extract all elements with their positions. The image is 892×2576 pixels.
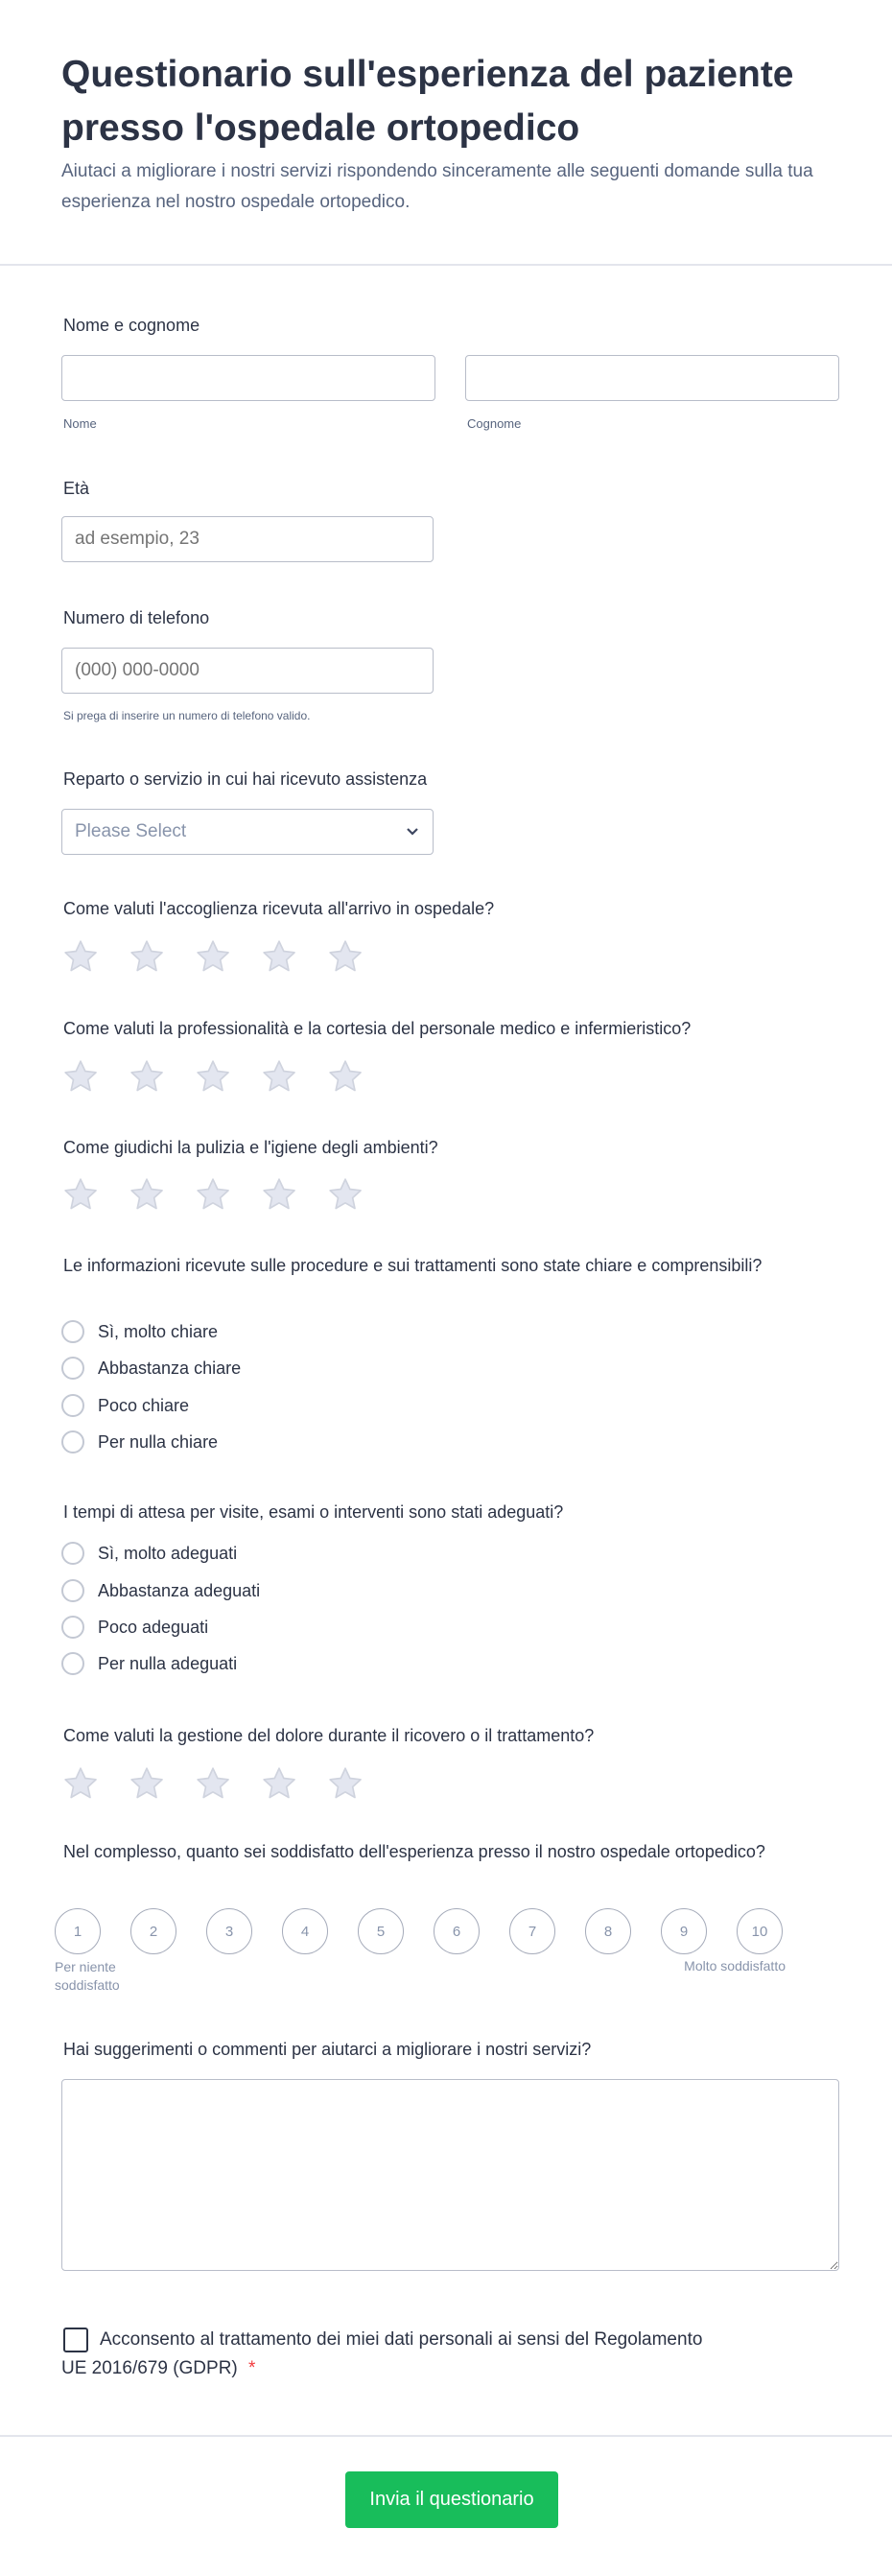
scale-option[interactable]: 4 [282,1908,328,1954]
star-icon[interactable] [260,1175,298,1214]
option-label: Poco chiare [98,1395,190,1415]
star-icon[interactable] [61,937,100,976]
scale-option[interactable]: 10 [737,1908,783,1954]
star-icon[interactable] [260,1057,298,1096]
footer-divider [0,2435,892,2437]
info-option[interactable] [61,1430,218,1453]
staff-rating[interactable] [61,1057,364,1096]
consent-text: Acconsento al trattamento dei miei dati personali ai sensi del Regolamento UE 2016/679 (GDPR) [61,2329,703,2378]
star-icon[interactable] [128,1057,166,1096]
last-name-input[interactable] [465,355,839,401]
scale-max-label: Molto soddisfatto [684,1958,786,1973]
scale-option[interactable]: 5 [358,1908,404,1954]
department-label: Reparto o servizio in cui hai ricevuto assistenza [63,769,428,789]
star-icon[interactable] [128,1175,166,1214]
star-icon[interactable] [326,1175,364,1214]
phone-input[interactable] [61,648,434,694]
first-name-sublabel: Nome [63,416,97,431]
required-mark: * [248,2358,256,2378]
scale-option[interactable]: 8 [585,1908,631,1954]
age-input[interactable] [61,516,434,562]
star-icon[interactable] [260,1764,298,1803]
option-label: Sì, molto chiare [98,1321,219,1341]
info-option[interactable] [61,1320,218,1343]
wait-option[interactable] [61,1542,237,1565]
option-label: Sì, molto adeguati [98,1543,238,1563]
overall-scale [55,1908,783,1954]
consent-label [61,2326,733,2383]
pain-question: Come valuti la gestione del dolore durante il ricovero o il trattamento? [63,1726,595,1745]
star-icon[interactable] [194,1764,232,1803]
star-icon[interactable] [128,1764,166,1803]
info-option[interactable] [61,1394,189,1417]
star-icon[interactable] [260,937,298,976]
radio-circle[interactable] [61,1430,84,1453]
radio-circle[interactable] [61,1542,84,1565]
star-icon[interactable] [194,937,232,976]
option-label: Poco adeguati [98,1617,209,1637]
scale-option[interactable]: 7 [509,1908,555,1954]
info-option[interactable] [61,1357,241,1380]
star-icon[interactable] [194,1175,232,1214]
option-label: Per nulla chiare [98,1431,219,1452]
clean-rating[interactable] [61,1175,364,1214]
star-icon[interactable] [61,1175,100,1214]
scale-option[interactable]: 1 [55,1908,101,1954]
star-icon[interactable] [61,1057,100,1096]
info-question: Le informazioni ricevute sulle procedure e sui trattamenti sono state chiare e comprensibili? [63,1256,763,1275]
phone-label: Numero di telefono [63,608,210,627]
pain-rating[interactable] [61,1764,364,1803]
star-icon[interactable] [326,1764,364,1803]
comments-textarea[interactable] [61,2079,839,2271]
first-name-input[interactable] [61,355,435,401]
star-icon[interactable] [128,937,166,976]
header-divider [0,264,892,266]
wait-option[interactable] [61,1579,260,1602]
scale-option[interactable]: 3 [206,1908,252,1954]
age-label: Età [63,479,90,498]
department-selected: Please Select [75,821,187,841]
wait-option[interactable] [61,1616,208,1639]
star-icon[interactable] [61,1764,100,1803]
wait-question: I tempi di attesa per visite, esami o interventi sono stati adeguati? [63,1502,564,1522]
clean-question: Come giudichi la pulizia e l'igiene degli ambienti? [63,1138,438,1157]
scale-option[interactable]: 9 [661,1908,707,1954]
overall-question: Nel complesso, quanto sei soddisfatto dell'esperienza presso il nostro ospedale ortopedico? [63,1842,765,1861]
staff-question: Come valuti la professionalità e la cortesia del personale medico e infermieristico? [63,1019,692,1038]
radio-circle[interactable] [61,1394,84,1417]
wait-option[interactable] [61,1652,237,1675]
option-label: Abbastanza chiare [98,1358,242,1378]
star-icon[interactable] [326,937,364,976]
department-select[interactable] [61,809,434,855]
option-label: Per nulla adeguati [98,1653,238,1673]
page-title: Questionario sull'esperienza del paziente presso l'ospedale ortopedico [61,54,794,149]
radio-circle[interactable] [61,1579,84,1602]
comments-question: Hai suggerimenti o commenti per aiutarci a migliorare i nostri servizi? [63,2040,592,2059]
name-label: Nome e cognome [63,316,200,335]
chevron-down-icon [406,827,419,837]
star-icon[interactable] [194,1057,232,1096]
radio-circle[interactable] [61,1652,84,1675]
radio-circle[interactable] [61,1357,84,1380]
welcome-question: Come valuti l'accoglienza ricevuta all'arrivo in ospedale? [63,899,495,918]
radio-circle[interactable] [61,1616,84,1639]
scale-option[interactable]: 6 [434,1908,480,1954]
submit-button[interactable]: Invia il questionario [345,2471,558,2528]
welcome-rating[interactable] [61,937,364,976]
scale-min-label: Per niente soddisfatto [55,1959,120,1993]
star-icon[interactable] [326,1057,364,1096]
scale-option[interactable]: 2 [130,1908,176,1954]
phone-helper: Si prega di inserire un numero di telefono valido. [63,709,311,722]
radio-circle[interactable] [61,1320,84,1343]
option-label: Abbastanza adeguati [98,1580,261,1600]
last-name-sublabel: Cognome [467,416,522,431]
page-subtitle: Aiutaci a migliorare i nostri servizi rispondendo sinceramente alle seguenti domande sulla tua esperienza nel nostro ospedale ortopedico. [61,161,813,212]
